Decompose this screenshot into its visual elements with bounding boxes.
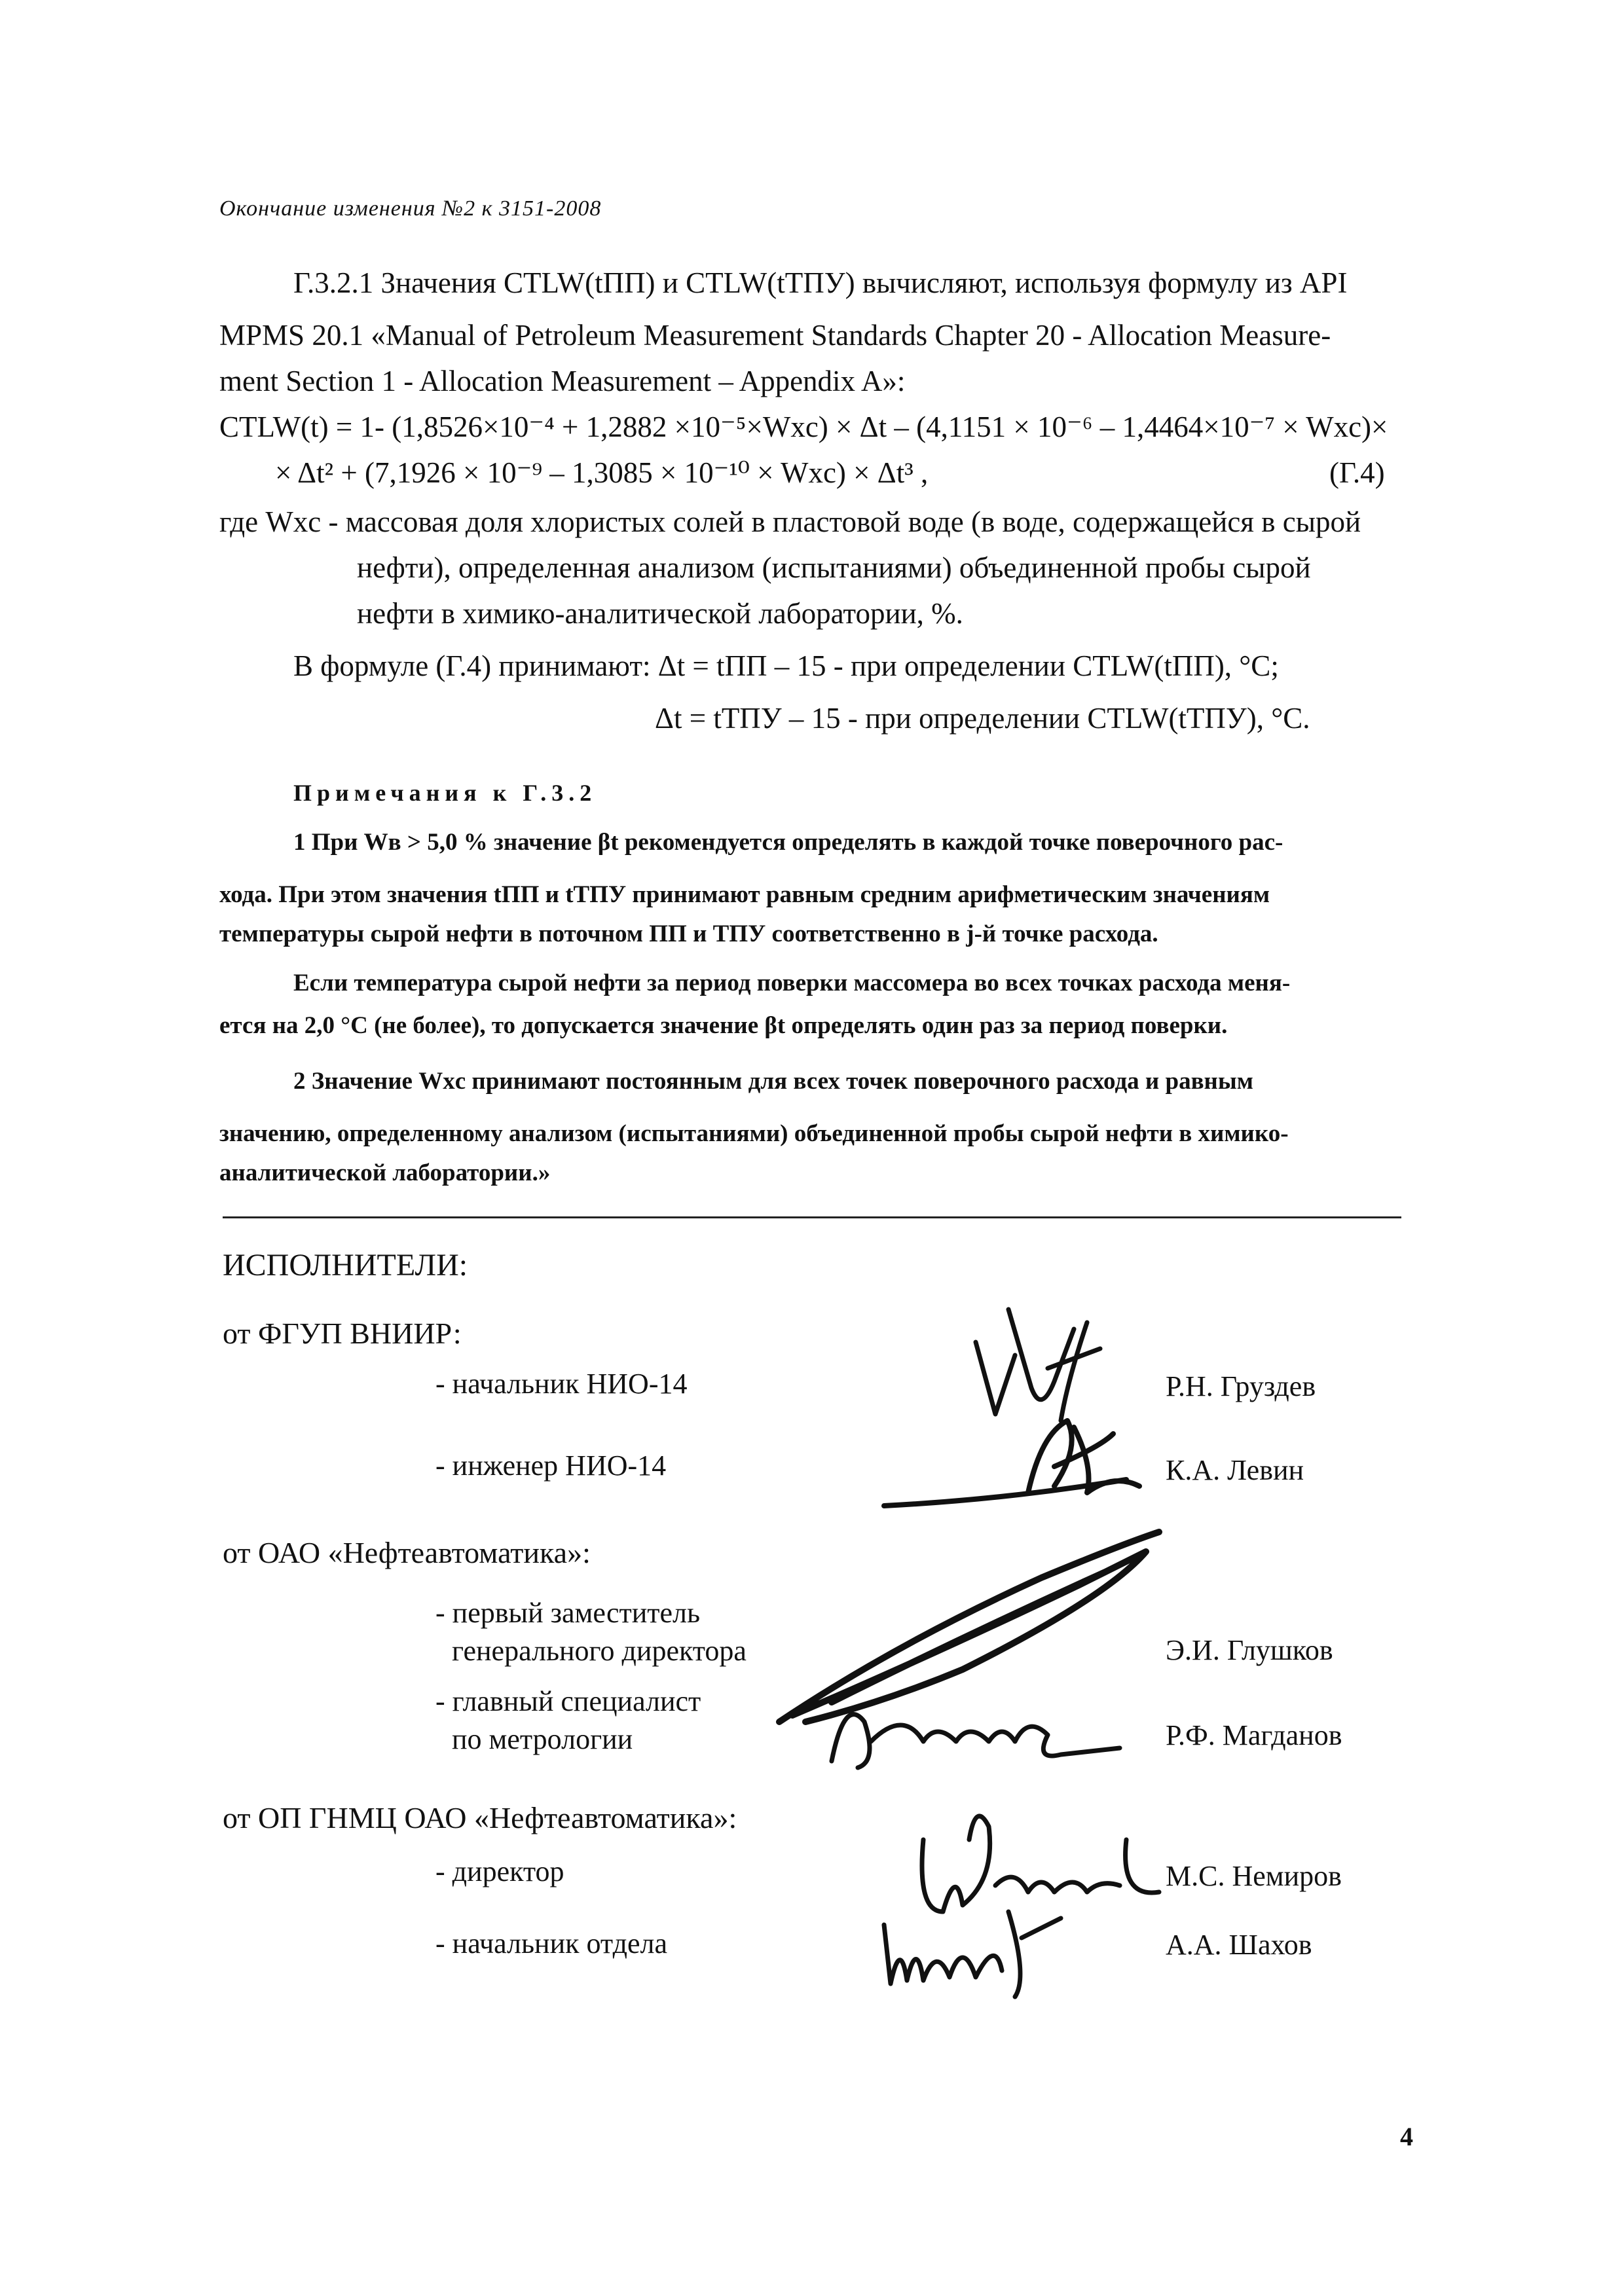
note1-line4: Если температура сырой нефти за период поверки массомера во всех точках расхода меня- — [293, 970, 1291, 996]
where-line1: где Wxc - массовая доля хлористых солей в пластовой воде (в воде, содержащейся в сырой — [219, 505, 1361, 538]
accept-line1: В формуле (Г.4) принимают: Δt = tПП – 15 - при определении CTLW(tПП), °C; — [293, 649, 1279, 682]
role-first-deputy — [435, 1594, 747, 1670]
note1-line5: ется на 2,0 °C (не более), то допускается значение βt определять один раз за период поверки. — [219, 1012, 1228, 1039]
role-chief-specialist-line2: по метрологии — [452, 1723, 633, 1755]
role-first-deputy-line1: - первый заместитель — [435, 1597, 701, 1629]
org-vniir: от ФГУП ВНИИР: — [223, 1317, 462, 1350]
role-dept-head: - начальник отдела — [435, 1927, 667, 1959]
where-line3: нефти в химико-аналитической лаборатории, %. — [357, 597, 963, 630]
paragraph-g321-line2: MPMS 20.1 «Manual of Petroleum Measurement Standards Chapter 20 - Allocation Measure- — [219, 319, 1331, 352]
note2-line3: аналитической лаборатории.» — [219, 1159, 551, 1186]
paragraph-g321-line3: ment Section 1 - Allocation Measurement – Appendix A»: — [219, 365, 906, 397]
paragraph-g321-line1: Г.3.2.1 Значения CTLW(tПП) и CTLW(tТПУ) вычисляют, используя формулу из API — [293, 266, 1348, 299]
name-shakhov: А.А. Шахов — [1166, 1929, 1312, 1961]
separator-line — [223, 1216, 1401, 1218]
performers-heading: ИСПОЛНИТЕЛИ: — [223, 1248, 468, 1283]
signature-shakhov — [871, 1899, 1067, 2003]
note2-line1: 2 Значение Wxc принимают постоянным для всех точек поверочного расхода и равным — [293, 1068, 1253, 1095]
name-glushkov: Э.И. Глушков — [1166, 1634, 1333, 1666]
note1-line3: температуры сырой нефти в поточном ПП и ТПУ соответственно в j-й точке расхода. — [219, 920, 1158, 947]
role-head-nio14: - начальник НИО-14 — [435, 1368, 688, 1400]
role-chief-specialist-line1: - главный специалист — [435, 1685, 701, 1717]
role-engineer-nio14: - инженер НИО-14 — [435, 1449, 667, 1482]
notes-title: Примечания к Г.3.2 — [293, 780, 597, 806]
name-levin: К.А. Левин — [1166, 1454, 1304, 1486]
role-first-deputy-line2: генерального директора — [452, 1635, 747, 1667]
role-director: - директор — [435, 1855, 564, 1887]
formula-number: (Г.4) — [1329, 456, 1385, 489]
note2-line2: значению, определенному анализом (испытаниями) объединенной пробы сырой нефти в химико- — [219, 1120, 1289, 1147]
where-line2: нефти), определенная анализом (испытаниями) объединенной пробы сырой — [357, 551, 1311, 584]
signature-magdanov — [819, 1683, 1126, 1781]
note1-line2: хода. При этом значения tПП и tТПУ принимают равным средним арифметическим значениям — [219, 881, 1270, 908]
running-title: Окончание изменения №2 к 3151-2008 — [219, 196, 602, 221]
page-number: 4 — [1400, 2122, 1413, 2151]
role-chief-specialist — [435, 1683, 701, 1758]
name-magdanov: Р.Ф. Магданов — [1166, 1719, 1342, 1751]
name-nemirov: М.С. Немиров — [1166, 1860, 1342, 1892]
org-nefteavtomatika: от ОАО «Нефтеавтоматика»: — [223, 1536, 591, 1569]
formula-g4-line2: × Δt² + (7,1926 × 10⁻⁹ – 1,3085 × 10⁻¹⁰ × Wxc) × Δt³ , — [275, 456, 929, 489]
org-gnmc: от ОП ГНМЦ ОАО «Нефтеавтоматика»: — [223, 1801, 737, 1834]
note1-line1: 1 При Wв > 5,0 % значение βt рекомендуется определять в каждой точке поверочного рас- — [293, 829, 1283, 856]
accept-line2: Δt = tТПУ – 15 - при определении CTLW(tТПУ), °C. — [655, 702, 1310, 735]
name-gruzdev: Р.Н. Груздев — [1166, 1370, 1316, 1402]
formula-g4-line1: CTLW(t) = 1- (1,8526×10⁻⁴ + 1,2882 ×10⁻⁵×Wxc) × Δt – (4,1151 × 10⁻⁶ – 1,4464×10⁻⁷ × Wxc)× — [219, 410, 1388, 443]
signature-levin — [877, 1408, 1172, 1519]
